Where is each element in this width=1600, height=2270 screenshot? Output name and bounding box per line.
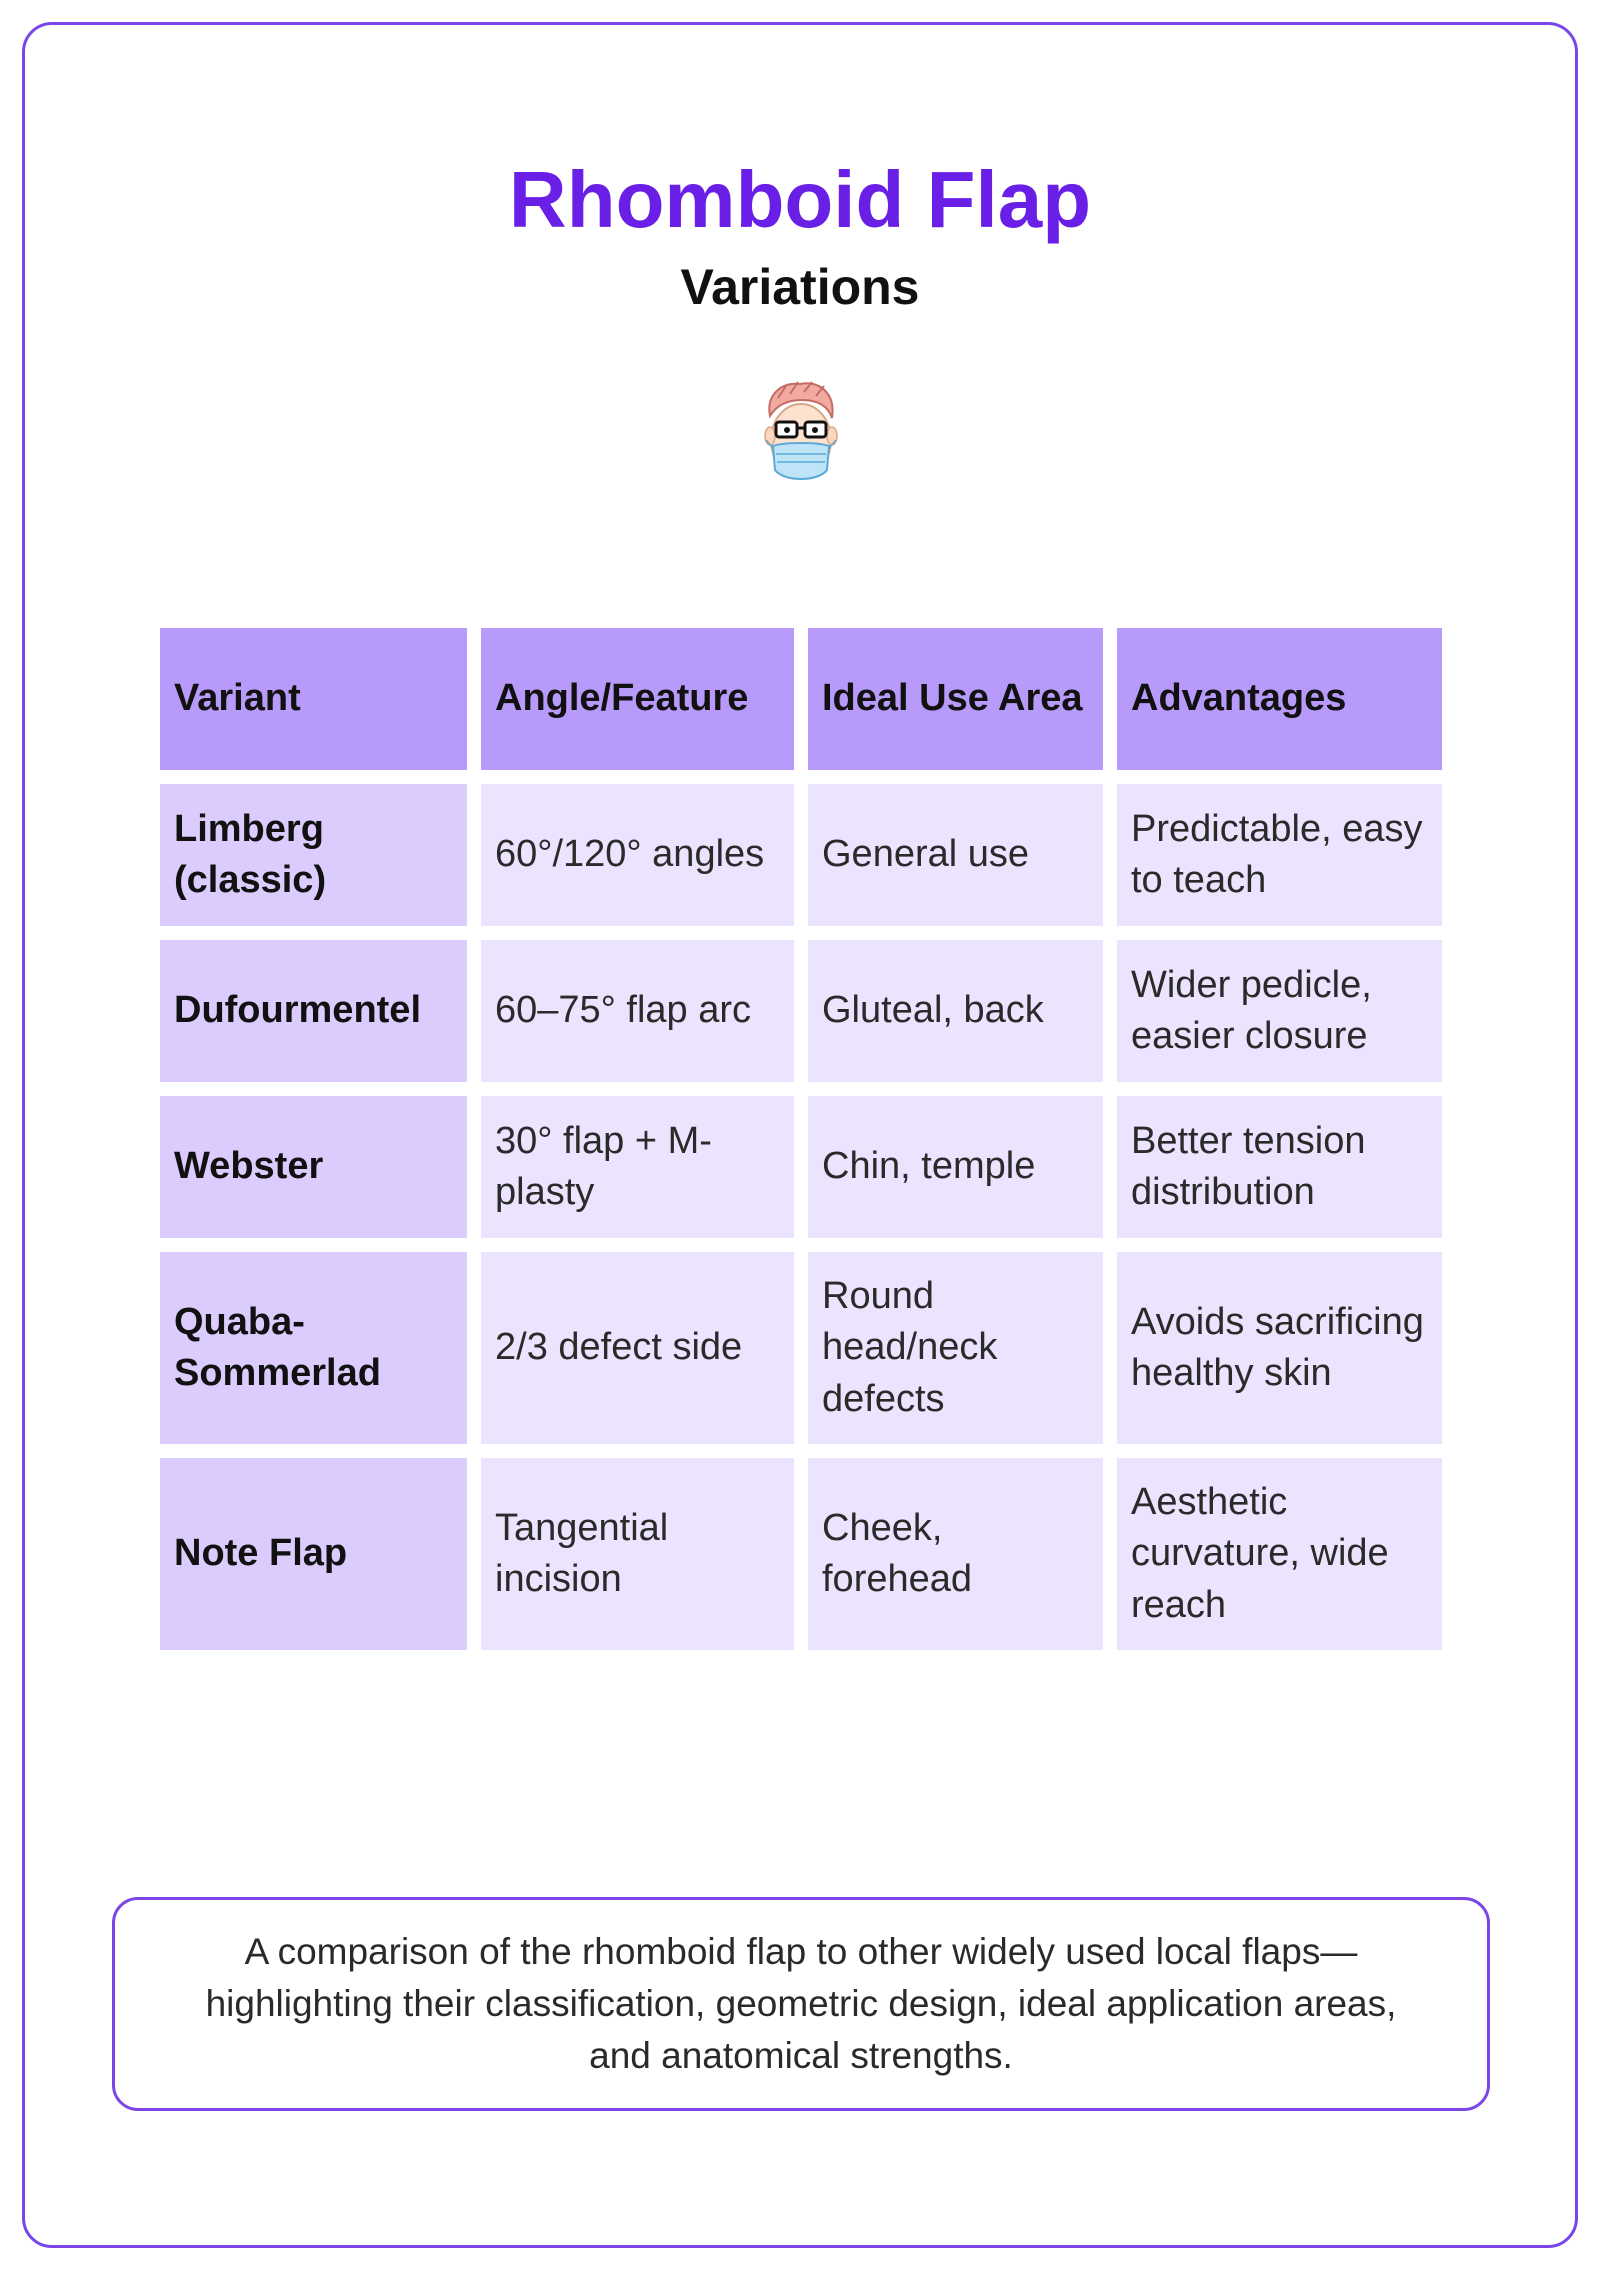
- ideal-use-area-cell: General use: [808, 784, 1103, 926]
- variant-cell: Note Flap: [160, 1458, 467, 1650]
- variant-cell: Dufourmentel: [160, 940, 467, 1082]
- angle-feature-cell: 2/3 defect side: [481, 1252, 794, 1444]
- column-header-ideal-use-area: Ideal Use Area: [808, 628, 1103, 770]
- variant-cell: Quaba-Sommerlad: [160, 1252, 467, 1444]
- page-title: Rhomboid Flap: [508, 155, 1092, 244]
- summary-note-text: A comparison of the rhomboid flap to other widely used local flaps—highlighting their classification, geometric design, ideal application areas, and anatomical strengths.: [205, 1931, 1397, 2076]
- doctor-with-mask-icon: [756, 378, 846, 490]
- advantages-cell: Avoids sacrificing healthy skin: [1117, 1252, 1442, 1444]
- variations-table: [160, 628, 1442, 1664]
- page-subtitle: Variations: [680, 259, 920, 315]
- angle-feature-cell: 60–75° flap arc: [481, 940, 794, 1082]
- advantages-cell: Better tension distribution: [1117, 1096, 1442, 1238]
- column-header-variant: Variant: [160, 628, 467, 770]
- summary-note: [112, 1897, 1490, 2111]
- ideal-use-area-cell: Gluteal, back: [808, 940, 1103, 1082]
- angle-feature-cell: 60°/120° angles: [481, 784, 794, 926]
- table-row: [160, 784, 1442, 926]
- variant-cell: Webster: [160, 1096, 467, 1238]
- angle-feature-cell: 30° flap + M-plasty: [481, 1096, 794, 1238]
- advantages-cell: Predictable, easy to teach: [1117, 784, 1442, 926]
- advantages-cell: Wider pedicle, easier closure: [1117, 940, 1442, 1082]
- table-row: [160, 1458, 1442, 1650]
- column-header-angle-feature: Angle/Feature: [481, 628, 794, 770]
- ideal-use-area-cell: Cheek, forehead: [808, 1458, 1103, 1650]
- ideal-use-area-cell: Round head/neck defects: [808, 1252, 1103, 1444]
- variant-cell: Limberg (classic): [160, 784, 467, 926]
- ideal-use-area-cell: Chin, temple: [808, 1096, 1103, 1238]
- table-row: [160, 1096, 1442, 1238]
- angle-feature-cell: Tangential incision: [481, 1458, 794, 1650]
- table-header-row: [160, 628, 1442, 770]
- table-row: [160, 940, 1442, 1082]
- table-row: [160, 1252, 1442, 1444]
- column-header-advantages: Advantages: [1117, 628, 1442, 770]
- advantages-cell: Aesthetic curvature, wide reach: [1117, 1458, 1442, 1650]
